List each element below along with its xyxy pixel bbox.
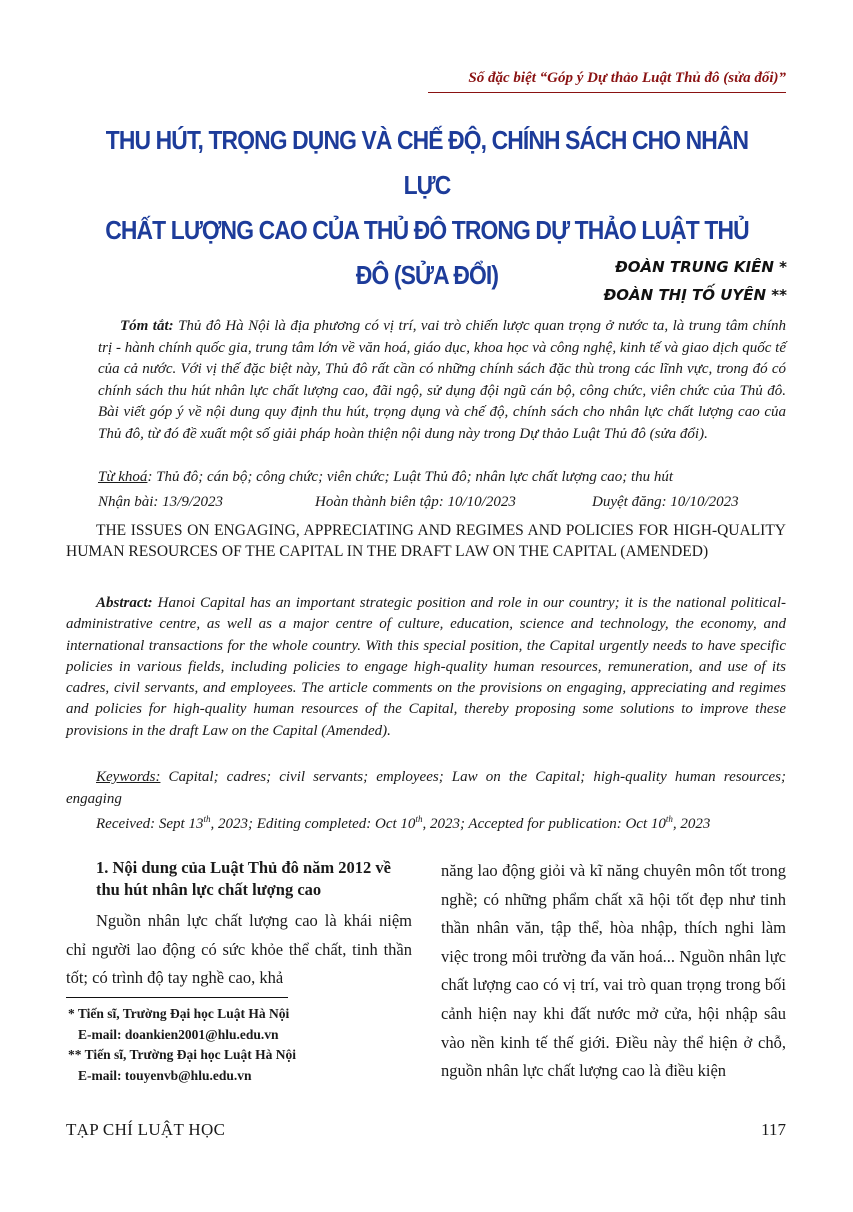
footnote-2-email: E-mail: touyenvb@hlu.edu.vn [78, 1067, 252, 1083]
footnote-1 [68, 1004, 418, 1045]
en-title: THE ISSUES ON ENGAGING, APPRECIATING AND REGIMES AND POLICIES FOR HIGH-QUALITY HUMAN RESOURCES OF THE CAPITAL IN THE DRAFT LAW ON THE CAPITAL (AMENDED) [66, 522, 786, 560]
body-left-column [66, 857, 412, 993]
page-number: 117 [761, 1120, 786, 1139]
en-abstract-text: Hanoi Capital has an important strategic position and role in our country; it is the national political-administrative centre, as well as a major centre of culture, education, science and technology, the economy, and international transactions for the whole country. With this special position, the Capital urgently needs to have specific policies in various fields, including policies to engage high-quality human resources, remuneration, and use of its cadres, civil servants, and employees. The article comments on the provisions on engaging, appreciating and regimes and policies for high-quality human resources of the Capital, thereby proposing some solutions to improve these provisions in the draft Law on the Capital (Amended). [66, 595, 786, 739]
received-part-2: , 2023; Editing completed: Oct 10 [210, 816, 416, 832]
section-heading: 1. Nội dung của Luật Thủ đô năm 2012 về thu hút nhân lực chất lượng cao [96, 858, 391, 899]
received-sup-2: th [415, 814, 423, 824]
vn-accepted-date: Duyệt đăng: 10/10/2023 [592, 494, 739, 510]
footnote-2 [68, 1045, 418, 1086]
en-keywords [66, 767, 786, 810]
footnote-divider [66, 997, 288, 998]
vn-abstract [98, 316, 786, 445]
vn-keywords-text: : Thủ đô; cán bộ; công chức; viên chức; Luật Thủ đô; nhân lực chất lượng cao; thu hút [147, 469, 674, 485]
author-2: ĐOÀN THỊ TỐ UYÊN ** [603, 286, 787, 304]
vn-abstract-text: Thủ đô Hà Nội là địa phương có vị trí, vai trò chiến lược quan trọng ở nước ta, là trung tâm chính trị - hành chính quốc gia, trung tâm lớn về văn hoá, giáo dục, khoa học và công nghệ, kinh tế và giao dịch quốc tế của cả nước. Với vị thế đặc biệt này, Thủ đô rất cần có những chính sách đặc thù trong các lĩnh vực, trong đó có chính sách thu hút nhân lực chất lượng cao, đãi ngộ, sử dụng đội ngũ cán bộ, công chức, viên chức của Thủ đô. Bài viết góp ý về nội dung quy định thu hút, trọng dụng và chế độ, chính sách cho nhân lực chất lượng cao của Thủ đô, từ đó đề xuất một số giải pháp hoàn thiện nội dung này trong Dự thảo Luật Thủ đô (sửa đổi). [98, 318, 787, 442]
en-keywords-label: Keywords: [96, 769, 161, 785]
vn-keywords [98, 469, 786, 486]
received-part-3: , 2023; Accepted for publication: Oct 10 [422, 816, 666, 832]
received-sup-3: th [665, 814, 673, 824]
footnote-1-affiliation: * Tiến sĩ, Trường Đại học Luật Hà Nội [68, 1006, 290, 1021]
series-label: Số đặc biệt “Góp ý Dự thảo Luật Thủ đô (sửa đổi)” [468, 70, 786, 86]
footnote-2-affiliation: ** Tiến sĩ, Trường Đại học Luật Hà Nội [68, 1047, 296, 1062]
title-line-1: THU HÚT, TRỌNG DỤNG VÀ CHẾ ĐỘ, CHÍNH SÁCH CHO NHÂN LỰC [105, 125, 749, 200]
en-abstract [66, 593, 786, 742]
received-part-4: , 2023 [672, 816, 711, 832]
vn-edited-date: Hoàn thành biên tập: 10/10/2023 [315, 494, 516, 510]
vn-abstract-label: Tóm tắt: [120, 318, 174, 334]
journal-name: TẠP CHÍ LUẬT HỌC [66, 1120, 226, 1139]
footnote-1-email: E-mail: doankien2001@hlu.edu.vn [78, 1026, 279, 1042]
body-right-column [441, 857, 786, 1086]
vn-received-date: Nhận bài: 13/9/2023 [98, 494, 224, 510]
en-keywords-text: Capital; cadres; civil servants; employees; Law on the Capital; high-quality human resources; engaging [66, 769, 786, 807]
received-sup-1: th [203, 814, 211, 824]
author-1: ĐOÀN TRUNG KIÊN * [615, 258, 787, 276]
left-paragraph: Nguồn nhân lực chất lượng cao là khái niệm chỉ người lao động có sức khỏe thể chất, tinh thần tốt; có trình độ tay nghề cao, khả [66, 911, 412, 988]
en-abstract-label: Abstract: [96, 595, 153, 611]
vn-keywords-label: Từ khoá [98, 469, 148, 485]
right-paragraph: năng lao động giỏi và kĩ năng chuyên môn tốt trong nghề; có những phẩm chất xã hội tốt đẹp như tinh thần nhân văn, tập thể, hòa nhập, thích nghi làm việc trong môi trường đa văn hoá... Nguồn nhân lực chất lượng cao có vị trí, vai trò quan trọng trong bối cảnh hiện nay khi đất nước mở cửa, hội nhập sâu vào nền kinh tế thế giới. Điều này thể hiện ở chỗ, nguồn nhân lực chất lượng cao là điều kiện [441, 861, 786, 1081]
en-received-line [96, 816, 796, 833]
title-line-2: CHẤT LƯỢNG CAO CỦA THỦ ĐÔ TRONG DỰ THẢO LUẬT THỦ ĐÔ (SỬA ĐỔI) [105, 215, 749, 290]
series-divider [428, 92, 786, 93]
received-part-1: Received: Sept 13 [96, 816, 204, 832]
